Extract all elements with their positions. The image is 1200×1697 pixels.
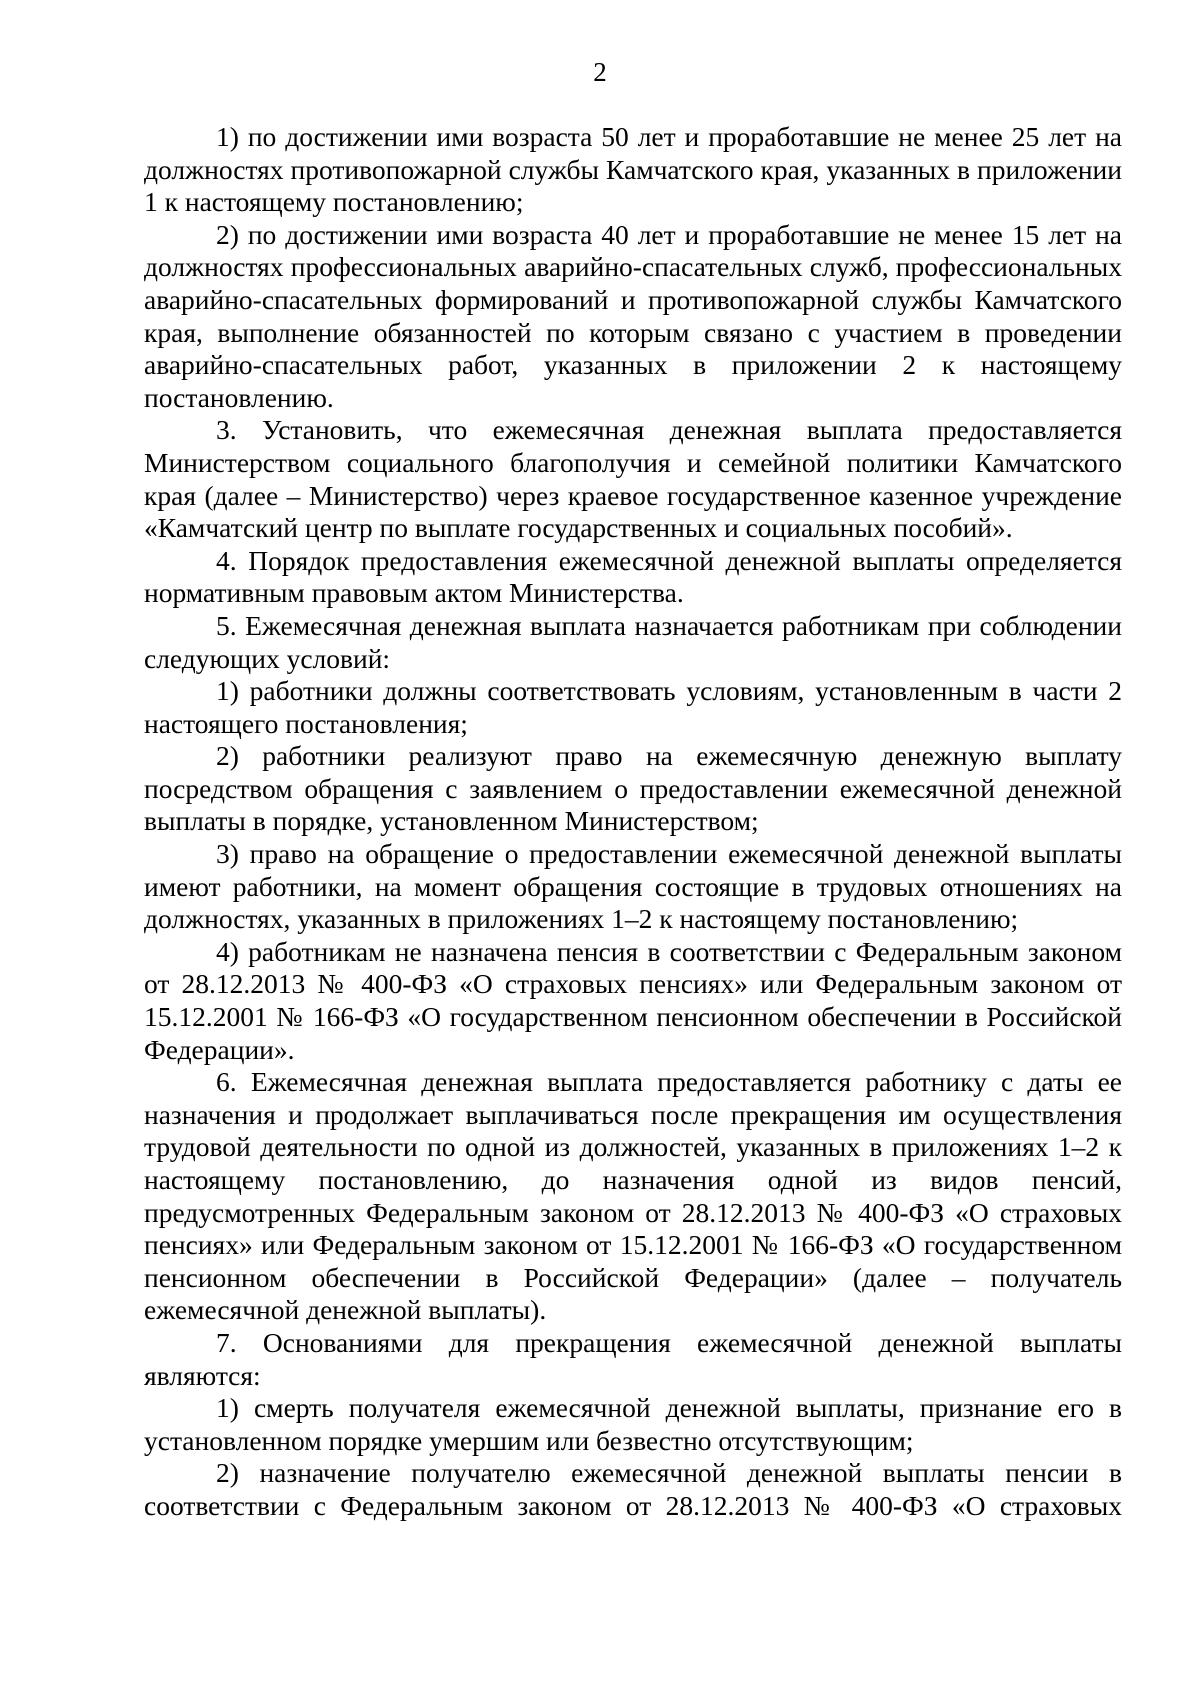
document-body: [144, 121, 1122, 1523]
paragraph-2: 2) по достижении ими возраста 40 лет и проработавшие не менее 15 лет на должностях профессиональных аварийно-спасательных служб, профессиональных аварийно-спасательных формирований и противопожарной службы Камчатского края, выполнение обязанностей по которым связано с участием в проведении аварийно-спасательных работ, указанных в приложении 2 к настоящему постановлению.: [144, 218, 1122, 413]
paragraph-4: 4. Порядок предоставления ежемесячной денежной выплаты определяется нормативным правовым актом Министерства.: [144, 544, 1122, 609]
paragraph-10: 6. Ежемесячная денежная выплата предоставляется работнику с даты ее назначения и продолжает выплачиваться после прекращения им осуществления трудовой деятельности по одной из должностей, указанных в приложениях 1–2 к настоящему постановлению, до назначения одной из видов пенсий, предусмотренных Федеральным законом от 28.12.2013 № 400-ФЗ «О страховых пенсиях» или Федеральным законом от 15.12.2001 № 166-ФЗ «О государственном пенсионном обеспечении в Российской Федерации» (далее – получатель ежемесячной денежной выплаты).: [144, 1066, 1122, 1326]
paragraph-11: 7. Основаниями для прекращения ежемесячной денежной выплаты являются:: [144, 1326, 1122, 1391]
paragraph-12: 1) смерть получателя ежемесячной денежной выплаты, признание его в установленном порядке умершим или безвестно отсутствующим;: [144, 1392, 1122, 1456]
paragraph-9: 4) работникам не назначена пенсия в соответствии с Федеральным законом от 28.12.2013 № 400-ФЗ «О страховых пенсиях» или Федеральным законом от 15.12.2001 № 166-ФЗ «О государственном пенсионном обеспечении в Российской Федерации».: [144, 935, 1122, 1065]
paragraph-5: 5. Ежемесячная денежная выплата назначается работникам при соблюдении следующих условий:: [144, 609, 1122, 674]
paragraph-7: 2) работники реализуют право на ежемесячную денежную выплату посредством обращения с заявлением о предоставлении ежемесячной денежной выплаты в порядке, установленном Министерством;: [144, 740, 1122, 837]
paragraph-6: 1) работники должны соответствовать условиям, установленным в части 2 настоящего постановления;: [144, 675, 1122, 739]
paragraph-3: 3. Установить, что ежемесячная денежная выплата предоставляется Министерством социального благополучия и семейной политики Камчатского края (далее – Министерство) через краевое государственное казенное учреждение «Камчатский центр по выплате государственных и социальных пособий».: [144, 414, 1122, 544]
page-number: 2: [593, 57, 607, 87]
paragraph-8: 3) право на обращение о предоставлении ежемесячной денежной выплаты имеют работники, на момент обращения состоящие в трудовых отношениях на должностях, указанных в приложениях 1–2 к настоящему постановлению;: [144, 838, 1122, 935]
paragraph-1: 1) по достижении ими возраста 50 лет и проработавшие не менее 25 лет на должностях противопожарной службы Камчатского края, указанных в приложении 1 к настоящему постановлению;: [144, 121, 1122, 218]
paragraph-13: 2) назначение получателю ежемесячной денежной выплаты пенсии в соответствии с Федеральным законом от 28.12.2013 № 400-ФЗ «О страховых: [144, 1457, 1122, 1521]
